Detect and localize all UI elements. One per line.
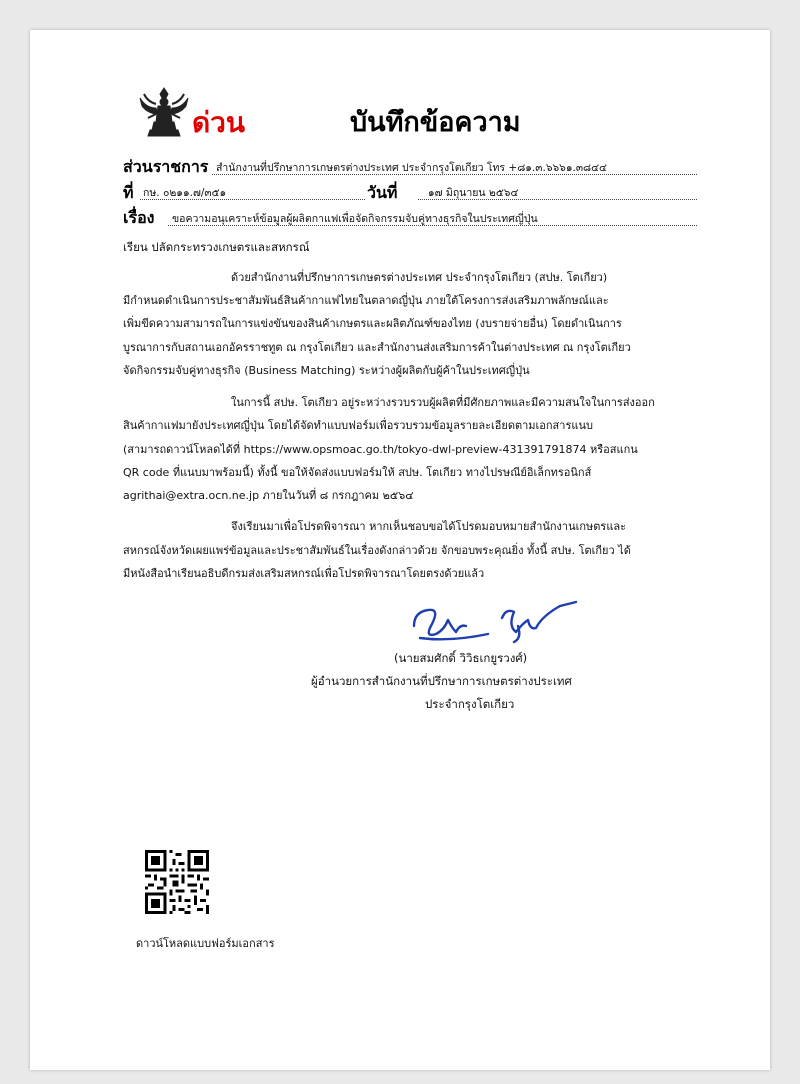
handwritten-signature (410, 598, 580, 648)
paragraph2-line: agrithai@extra.ocn.ne.jp ภายในวันที่ ๘ กรกฎาคม ๒๕๖๔ (123, 489, 414, 502)
department-label: ส่วนราชการ (123, 157, 209, 176)
qr-code-icon[interactable] (145, 850, 209, 914)
date-label: วันที่ (367, 183, 398, 202)
paragraph3-line: สหกรณ์จังหวัดเผยแพร่ข้อมูลและประชาสัมพันธ์ในเรื่องดังกล่าวด้วย จักขอบพระคุณยิ่ง ทั้งนี้ สปษ. โตเกียว ได้ (123, 544, 631, 557)
salutation: เรียน ปลัดกระทรวงเกษตรและสหกรณ์ (123, 240, 310, 254)
paragraph1-line: จัดกิจกรรมจับคู่ทางธุรกิจ (Business Matching) ระหว่างผู้ผลิตกับผู้ค้าในประเทศญี่ปุ่น (123, 364, 530, 377)
paragraph2-line: สินค้ากาแฟมายังประเทศญี่ปุ่น โดยได้จัดทำแบบฟอร์มเพื่อรวบรวมข้อมูลรายละเอียดตามเอกสารแนบ (123, 419, 593, 432)
signatory-name: (นายสมศักดิ์ วิวิธเกยูรวงศ์) (394, 651, 528, 665)
department-value: สำนักงานที่ปรึกษาการเกษตรต่างประเทศ ประจำกรุงโตเกียว โทร +๘๑.๓.๖๖๖๑.๓๘๔๔ (216, 162, 607, 174)
paragraph2-line: QR code ที่แนบมาพร้อมนี้) ทั้งนี้ ขอให้จัดส่งแบบฟอร์มให้ สปษ. โตเกียว ทางไปรษณีย์อิเล็กทรอนิกส์ (123, 466, 592, 479)
paragraph2-line: (สามารถดาวน์โหลดได้ที่ https://www.opsmoac.go.th/tokyo-dwl-preview-431391791874 หรือสแกน (123, 443, 638, 456)
qr-caption: ดาวน์โหลดแบบฟอร์มเอกสาร (136, 937, 275, 950)
paragraph1-line: เพิ่มขีดความสามารถในการแข่งขันของสินค้าเกษตรและผลิตภัณฑ์ของไทย (งบรายจ่ายอื่น) โดยดำเนินการ (123, 317, 622, 330)
signatory-position: ผู้อำนวยการสำนักงานที่ปรึกษาการเกษตรต่างประเทศ (311, 674, 572, 688)
paragraph1-line: บูรณาการกับสถานเอกอัครราชทูต ณ กรุงโตเกียว และสำนักงานส่งเสริมการค้าในต่างประเทศ ณ กรุงโตเกียว (123, 341, 631, 354)
paragraph3-line: มีหนังสือนำเรียนอธิบดีกรมส่งเสริมสหกรณ์เพื่อโปรดพิจารณาโดยตรงด้วยแล้ว (123, 567, 485, 580)
urgent-stamp: ด่วน (192, 106, 246, 139)
paragraph1-line: มีกำหนดดำเนินการประชาสัมพันธ์สินค้ากาแฟไทยในตลาดญี่ปุ่น ภายใต้โครงการส่งเสริมภาพลักษณ์และ (123, 294, 609, 307)
date-value: ๑๗ มิถุนายน ๒๕๖๔ (428, 187, 519, 199)
garuda-emblem-icon (136, 84, 192, 140)
paragraph3-line: จึงเรียนมาเพื่อโปรดพิจารณา หากเห็นชอบขอได้โปรดมอบหมายสำนักงานเกษตรและ (231, 520, 627, 533)
paragraph2-line: ในการนี้ สปษ. โตเกียว อยู่ระหว่างรวบรวบผู้ผลิตที่มีศักยภาพและมีความสนใจในการส่งออก (231, 396, 655, 409)
paragraph1-line: ด้วยสำนักงานที่ปรึกษาการเกษตรต่างประเทศ ประจำกรุงโตเกียว (สปษ. โตเกียว) (231, 271, 608, 284)
ref-value: กษ. ๐๒๑๑.๗/๓๕๑ (143, 187, 227, 199)
subject-label: เรื่อง (123, 208, 155, 227)
ref-label: ที่ (123, 183, 134, 202)
signatory-location: ประจำกรุงโตเกียว (425, 697, 515, 711)
memo-title: บันทึกข้อความ (350, 107, 521, 138)
subject-value: ขอความอนุเคราะห์ข้อมูลผู้ผลิตกาแฟเพื่อจัดกิจกรรมจับคู่ทางธุรกิจในประเทศญี่ปุ่น (172, 213, 538, 225)
